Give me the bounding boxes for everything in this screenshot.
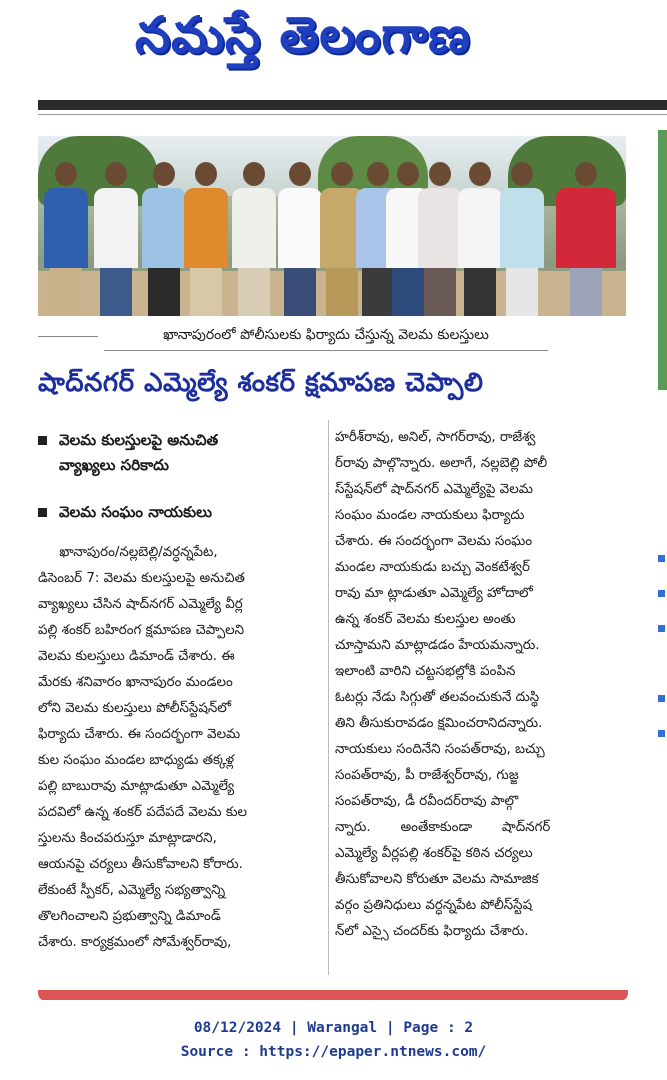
footer-source: Source : https://epaper.ntnews.com/ [180, 1044, 487, 1060]
photo-caption: ఖానాపురంలో పోలీసులకు ఫిర్యాదు చేస్తున్న వెలమ కులస్తులు [104, 324, 548, 351]
text-line: న్‌లో ఎస్సై చందర్‌కు ఫిర్యాదు చేశారు. [335, 924, 529, 939]
text-line: హరీశ్‌రావు, అనిల్, సాగర్‌రావు, రాజేశ్వ [335, 430, 536, 445]
text-line: వ్యాఖ్యలు చేసిన షాద్‌నగర్ ఎమ్మెల్యే వీర్ల [38, 597, 243, 612]
text-line: వర్గం ప్రతినిధులు వర్ధన్నపేట పోలీస్‌స్టేష [335, 898, 533, 913]
text-line: ఖానాపురం/నల్లబెల్లి/వర్ధన్నపేట, [38, 545, 218, 560]
news-photo [38, 136, 626, 316]
text-line: తిని తీసుకురావడం క్షమించరానిదన్నారు. [335, 716, 543, 731]
article-headline: షాద్‌నగర్ ఎమ్మెల్యే శంకర్ క్షమాపణ చెప్పాలి [38, 368, 484, 398]
text-line: మేరకు శనివారం ఖానాపురం మండలం [38, 675, 233, 690]
subhead [38, 500, 313, 525]
article-column-right [335, 425, 625, 945]
photo-person [44, 162, 88, 316]
text-line: లోని వెలమ కులస్తులు పోలీస్‌స్టేషన్‌లో [38, 701, 232, 716]
caption-rule [38, 336, 98, 337]
text-line: ఫిర్యాదు చేశారు. ఈ సందర్భంగా వెలమ [38, 727, 241, 742]
subhead-line: వెలమ కులస్తులపై అనుచిత [59, 431, 219, 449]
photo-person [94, 162, 138, 316]
photo-person [458, 162, 502, 316]
text-line: సంపత్‌రావు, పీ రాజేశ్వర్‌రావు, గుజ్జ [335, 768, 519, 783]
article-column-left [38, 540, 324, 956]
text-line: తీసుకోవాలని కోరుతూ వెలమ సామాజిక [335, 872, 539, 887]
adjacent-article-edge [656, 425, 667, 985]
text-line: సంపత్‌రావు, డీ రవీందర్‌రావు పాల్గొ [335, 794, 519, 809]
text-line: లేకుంటే స్పీకర్, ఎమ్మెల్యే సభ్యత్వాన్ని [38, 883, 226, 898]
newspaper-title: నమస్తే తెలంగాణ [135, 6, 471, 64]
text-line: ఓటర్లు నేడు సిగ్గుతో తలవంచుకునే దుస్థి [335, 690, 540, 705]
page-footer [0, 1016, 667, 1064]
subhead [38, 428, 313, 478]
bullet-icon [38, 436, 47, 445]
text-line: ఇలాంటి వారిని చట్టసభల్లోకి పంపిన [335, 664, 516, 679]
next-article-headline-fragment [38, 990, 628, 1000]
text-line: పదవిలో ఉన్న శంకర్ పదేపదే వెలమ కుల [38, 805, 247, 820]
text-line: ఆయనపై చర్యలు తీసుకోవాలని కోరారు. [38, 857, 243, 872]
text-line: ర్‌రావు పాల్గొన్నారు. అలాగే, నల్లబెల్లి పోలీ [335, 456, 548, 471]
photo-person [232, 162, 276, 316]
text-line: పల్లి శంకర్ బహిరంగ క్షమాపణ చెప్పాలని [38, 623, 245, 638]
text-line: చూస్తామని మాట్లాడడం హేయమన్నారు. [335, 638, 540, 653]
text-line: స్‌స్టేషన్‌లో షాద్‌నగర్ ఎమ్మెల్యేపై వెలమ [335, 482, 533, 497]
text-line: మండల నాయకుడు బచ్చు వెంకటేశ్వర్ [335, 560, 530, 575]
masthead-rule [38, 100, 667, 110]
photo-person [556, 162, 616, 316]
text-line: డిసెంబర్ 7: వెలమ కులస్తులపై అనుచిత [38, 571, 245, 586]
column-divider [328, 420, 329, 975]
photo-person [418, 162, 462, 316]
masthead [0, 0, 667, 90]
text-line: వెలమ కులస్తులు డిమాండ్ చేశారు. ఈ [38, 649, 235, 664]
text-line: సంఘం మండల నాయకులు ఫిర్యాదు [335, 508, 525, 523]
text-line: స్తులను కించపరుస్తూ మాట్లాడారని, [38, 831, 217, 846]
bullet-icon [38, 508, 47, 517]
photo-person [142, 162, 186, 316]
footer-date-edition: 08/12/2024 | Warangal | Page : 2 [193, 1020, 474, 1036]
text-line: తొలగించాలని ప్రభుత్వాన్ని డిమాండ్ [38, 909, 221, 924]
text-line: చేశారు. కార్యక్రమంలో సోమేశ్వర్‌రావు, [38, 935, 232, 950]
photo-person [184, 162, 228, 316]
text-line: పల్లి బాబురావు మాట్లాడుతూ ఎమ్మెల్యే [38, 779, 235, 794]
photo-person [500, 162, 544, 316]
masthead-thin-rule [38, 114, 667, 115]
text-line: ఉన్న శంకర్ వెలమ కులస్తుల అంతు [335, 612, 516, 627]
text-line: న్నారు. అంతేకాకుండా షాద్‌నగర్ [335, 820, 551, 835]
text-line: ఎమ్మెల్యే వీర్లపల్లి శంకర్‌పై కఠిన చర్యలు [335, 846, 533, 861]
photo-person [278, 162, 322, 316]
text-line: చేశారు. ఈ సందర్భంగా వెలమ సంఘం [335, 534, 533, 549]
adjacent-photo-edge [658, 130, 667, 390]
text-line: కుల సంఘం మండల బాధ్యుడు తక్కళ్ల [38, 753, 235, 768]
subhead-line: వ్యాఖ్యలు సరికాదు [59, 456, 169, 474]
text-line: రావు మా ట్లాడుతూ ఎమ్మెల్యే హోదాలో [335, 586, 533, 601]
subhead-line: వెలమ సంఘం నాయకులు [59, 503, 212, 521]
text-line: నాయకులు సందినేని సంపత్‌రావు, బచ్చు [335, 742, 545, 757]
